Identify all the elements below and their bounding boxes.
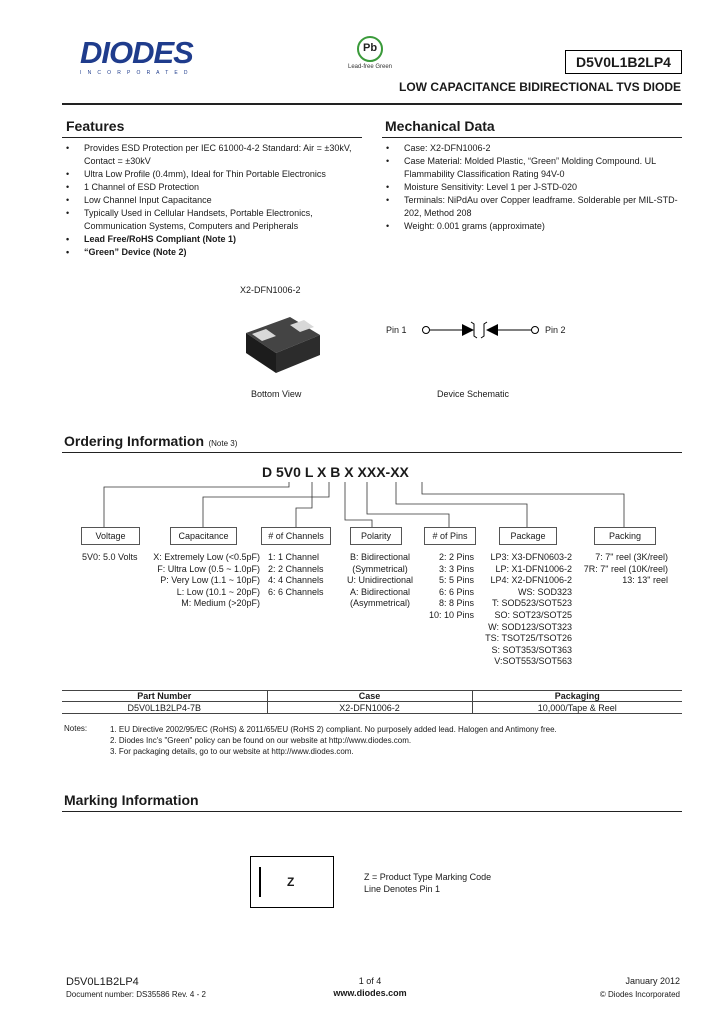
note-line: 3. For packaging details, go to our website at http://www.diodes.com. <box>110 747 354 756</box>
ordering-heading: Ordering Information <box>64 433 204 449</box>
footer-website[interactable]: www.diodes.com <box>333 988 407 998</box>
list-item: 10: 10 Pins <box>428 609 474 620</box>
code-packing: XX <box>390 464 409 480</box>
list-item: B: Bidirectional <box>349 552 411 562</box>
list-item: F: Ultra Low (0.5 ~ 1.0pF) <box>157 563 260 574</box>
ordering-table <box>62 690 682 714</box>
legend-line: Line Denotes Pin 1 <box>364 884 441 894</box>
package-options <box>476 552 572 668</box>
table-cell: 10,000/Tape & Reel <box>472 702 682 714</box>
category-pins: # of Pins <box>424 527 476 545</box>
list-item: 3: 3 Pins <box>438 563 474 574</box>
list-item: • Provides ESD Protection per IEC 61000-4-2 Standard: Air = ±30kV, Contact = ±30kV <box>62 142 362 168</box>
pin2-label: Pin 2 <box>545 325 566 335</box>
list-item: • Ultra Low Profile (0.4mm), Ideal for Thin Portable Electronics <box>62 168 362 181</box>
mechanical-heading: Mechanical Data <box>385 118 495 134</box>
ordering-note-ref: (Note 3) <box>208 439 238 448</box>
category-polarity: Polarity <box>350 527 402 545</box>
list-item: 7: 7" reel (3K/reel) <box>595 552 668 562</box>
list-item: TS: TSOT25/TSOT26 <box>485 633 572 644</box>
notes-list <box>110 724 690 757</box>
code-capacitance: X <box>317 464 327 480</box>
list-item: W: SOD123/SOT323 <box>488 621 572 632</box>
note-line: 1. EU Directive 2002/95/EC (RoHS) & 2011/65/EU (RoHS 2) compliant. No purposely added lead. Halogen and Antimony free. <box>110 725 557 734</box>
pin-options <box>420 552 474 622</box>
lead-free-caption: Lead-free Green <box>347 64 393 70</box>
page-subtitle: LOW CAPACITANCE BIDIRECTIONAL TVS DIODE <box>399 80 681 94</box>
list-item: X: Extremely Low (<0.5pF) <box>153 552 260 562</box>
footer-docnum: Document number: DS35586 Rev. 4 - 2 <box>66 990 206 999</box>
code-d: D <box>262 464 273 480</box>
list-item: • Case Material: Molded Plastic, “Green” Molding Compound. UL Flammability Classification Rating 94V-0 <box>382 155 682 181</box>
code-l: L <box>304 464 314 480</box>
marking-heading: Marking Information <box>64 792 199 808</box>
package-drawing <box>228 305 328 385</box>
part-number-box: D5V0L1B2LP4 <box>565 50 682 74</box>
list-item: 5V0: 5.0 Volts <box>82 552 138 562</box>
table-header-row <box>62 691 682 702</box>
list-item: • 1 Channel of ESD Protection <box>62 181 362 194</box>
notes-label: Notes: <box>64 724 88 733</box>
table-cell: X2-DFN1006-2 <box>267 702 472 714</box>
footer-page: 1 of 4 <box>358 976 382 986</box>
ordering-code <box>262 464 409 480</box>
list-item: 7R: 7" reel (10K/reel) <box>583 563 668 574</box>
features-rule <box>62 137 362 138</box>
voltage-options <box>82 552 138 564</box>
footer-part: D5V0L1B2LP4 <box>66 976 139 988</box>
list-item: M: Medium (>20pF) <box>181 598 260 609</box>
list-item: S: SOT353/SOT363 <box>491 644 572 655</box>
marking-code: Z <box>287 875 295 889</box>
ordering-tree-lines <box>0 480 720 530</box>
footer-date: January 2012 <box>625 976 680 986</box>
list-item: • “Green” Device (Note 2) <box>62 246 362 259</box>
list-item: 4: 4 Channels <box>268 575 324 586</box>
code-polarity: B <box>330 464 341 480</box>
list-item: • Typically Used in Cellular Handsets, Portable Electronics, Communication Systems, Computers and Peripherals <box>62 207 362 233</box>
ordering-heading-wrap <box>64 433 237 451</box>
pin1-line <box>259 867 261 897</box>
category-channels: # of Channels <box>261 527 331 545</box>
marking-legend <box>364 871 491 895</box>
schematic-caption: Device Schematic <box>437 389 510 399</box>
list-item: (Symmetrical) <box>352 563 408 574</box>
diodes-logo <box>80 35 204 76</box>
list-item: LP: X1-DFN1006-2 <box>495 563 572 574</box>
list-item: • Lead Free/RoHS Compliant (Note 1) <box>62 233 362 246</box>
list-item: WS: SOD323 <box>517 586 572 597</box>
packing-options <box>578 552 668 587</box>
channel-options <box>268 552 324 598</box>
list-item: 1: 1 Channel <box>268 552 320 562</box>
lead-free-badge <box>340 36 400 70</box>
package-label: X2-DFN1006-2 <box>240 285 301 295</box>
list-item: T: SOD523/SOT523 <box>491 598 572 609</box>
list-item: U: Unidirectional <box>346 575 414 586</box>
capacitance-options <box>140 552 260 610</box>
header-rule <box>62 103 682 105</box>
code-package: XXX <box>357 464 386 480</box>
category-voltage: Voltage <box>81 527 140 545</box>
mechanical-rule <box>382 137 682 138</box>
column-header: Packaging <box>472 691 682 702</box>
list-item: • Terminals: NiPdAu over Copper leadframe. Solderable per MIL-STD-202, Method 208 <box>382 194 682 220</box>
leaf-icon <box>357 36 383 62</box>
category-packing: Packing <box>594 527 656 545</box>
list-item: (Asymmetrical) <box>350 598 410 609</box>
category-package: Package <box>499 527 557 545</box>
list-item: P: Very Low (1.1 ~ 10pF) <box>160 575 260 586</box>
code-dash: - <box>385 464 391 480</box>
logo-text: DIODES <box>80 35 193 70</box>
list-item: LP4: X2-DFN1006-2 <box>490 575 572 586</box>
list-item: LP3: X3-DFN0603-2 <box>490 552 572 562</box>
list-item: 6: 6 Channels <box>268 586 324 597</box>
features-list <box>62 142 362 259</box>
list-item: 8: 8 Pins <box>438 598 474 609</box>
note-line: 2. Diodes Inc's "Green" policy can be found on our website at http://www.diodes.com. <box>110 736 412 745</box>
list-item: 6: 6 Pins <box>438 586 474 597</box>
features-heading: Features <box>66 118 125 134</box>
bottom-view-caption: Bottom View <box>251 389 302 399</box>
mechanical-list <box>382 142 682 233</box>
list-item: V:SOT553/SOT563 <box>494 656 572 667</box>
schematic-symbol <box>418 314 543 346</box>
legend-line: Z = Product Type Marking Code <box>364 872 492 882</box>
list-item: • Moisture Sensitivity: Level 1 per J-STD-020 <box>382 181 682 194</box>
list-item: • Case: X2-DFN1006-2 <box>382 142 682 155</box>
table-row <box>62 702 682 714</box>
list-item: SO: SOT23/SOT25 <box>494 609 572 620</box>
pb-symbol: Pb <box>363 42 378 54</box>
marking-box <box>250 856 334 908</box>
ordering-rule <box>62 452 682 453</box>
list-item: L: Low (10.1 ~ 20pF) <box>176 586 260 597</box>
list-item: 2: 2 Pins <box>438 552 474 562</box>
code-voltage: 5V0 <box>276 464 301 480</box>
list-item: • Weight: 0.001 grams (approximate) <box>382 220 682 233</box>
list-item: 5: 5 Pins <box>438 575 474 586</box>
list-item: • Low Channel Input Capacitance <box>62 194 362 207</box>
code-channels: X <box>344 464 354 480</box>
table-cell: D5V0L1B2LP4-7B <box>127 702 202 713</box>
list-item: A: Bidirectional <box>349 586 411 597</box>
list-item: 13: 13" reel <box>622 575 668 586</box>
category-capacitance: Capacitance <box>170 527 237 545</box>
pin1-label: Pin 1 <box>386 325 407 335</box>
column-header: Case <box>267 691 472 702</box>
footer-copyright: © Diodes Incorporated <box>599 990 680 999</box>
logo-subtext: I N C O R P O R A T E D <box>80 70 190 76</box>
marking-rule <box>62 811 682 812</box>
polarity-options <box>340 552 420 610</box>
column-header: Part Number <box>62 691 267 702</box>
list-item: 2: 2 Channels <box>268 563 324 574</box>
